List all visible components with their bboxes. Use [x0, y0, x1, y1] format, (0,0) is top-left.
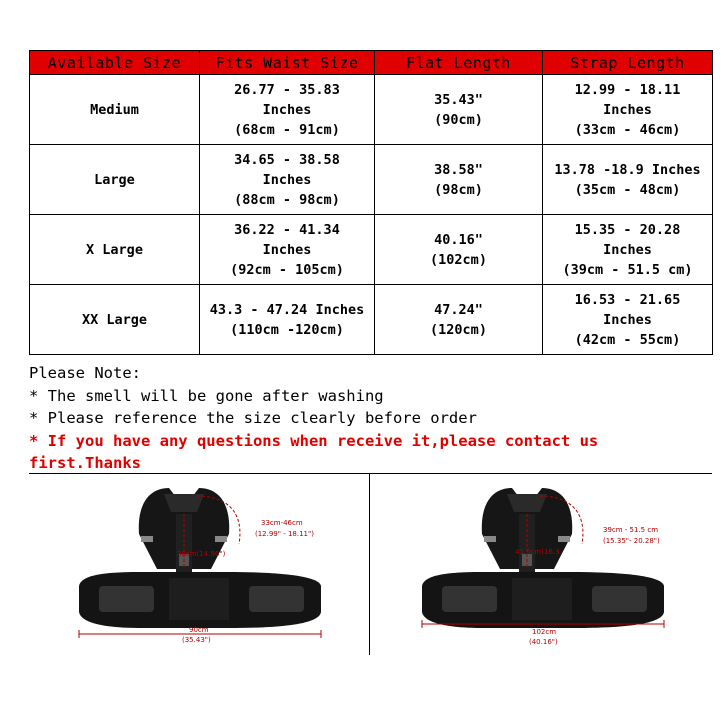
strap-inch-label: (12.99" - 18.11") — [255, 530, 314, 538]
flat-length-cell: 35.43" (90cm) — [375, 75, 543, 145]
posture-corrector-illustration — [29, 474, 369, 654]
note-contact-line-continued: first.Thanks — [29, 454, 141, 472]
notes-title: Please Note: — [29, 364, 141, 382]
size-cell: Large — [30, 145, 200, 215]
strap-length-cell: 12.99 - 18.11 Inches (33cm - 46cm) — [543, 75, 713, 145]
header-available-size: Available Size — [30, 51, 200, 75]
header-strap-length: Strap Length — [543, 51, 713, 75]
flat-cm-label: 90cm — [189, 626, 209, 634]
waist-cell: 26.77 - 35.83 Inches (68cm - 91cm) — [200, 75, 375, 145]
strap-inch-label: (15.35"- 20.28") — [603, 537, 660, 545]
strap-cm-label: 33cm-46cm — [261, 519, 303, 527]
size-chart-table — [29, 50, 713, 355]
side-length-label: 41.5cm(16.3 — [515, 548, 560, 556]
waist-cell: 34.65 - 38.58 Inches (88cm - 98cm) — [200, 145, 375, 215]
product-photo-medium — [29, 474, 369, 654]
side-length-label: 38cm(14.96") — [177, 550, 226, 558]
strap-length-cell: 13.78 -18.9 Inches (35cm - 48cm) — [543, 145, 713, 215]
posture-corrector-illustration — [370, 474, 710, 654]
table-row — [30, 75, 713, 145]
strap-length-cell: 16.53 - 21.65 Inches (42cm - 55cm) — [543, 285, 713, 355]
header-fits-waist-size: Fits Waist Size — [200, 51, 375, 75]
table-header-row — [30, 51, 713, 75]
notes-section — [29, 362, 719, 475]
table-row — [30, 145, 713, 215]
flat-inch-label: (40.16") — [529, 638, 558, 646]
waist-cell: 43.3 - 47.24 Inches (110cm -120cm) — [200, 285, 375, 355]
size-cell: XX Large — [30, 285, 200, 355]
flat-length-cell: 38.58" (98cm) — [375, 145, 543, 215]
size-cell: X Large — [30, 215, 200, 285]
flat-length-cell: 40.16" (102cm) — [375, 215, 543, 285]
table-row — [30, 215, 713, 285]
size-cell: Medium — [30, 75, 200, 145]
flat-cm-label: 102cm — [532, 628, 557, 636]
note-item: * Please reference the size clearly before order — [29, 409, 477, 427]
flat-length-cell: 47.24" (120cm) — [375, 285, 543, 355]
flat-inch-label: (35.43") — [182, 636, 211, 644]
strap-cm-label: 39cm - 51.5 cm — [603, 526, 659, 534]
waist-cell: 36.22 - 41.34 Inches (92cm - 105cm) — [200, 215, 375, 285]
note-contact-line: * If you have any questions when receive it,please contact us — [29, 431, 599, 450]
strap-length-cell: 15.35 - 20.28 Inches (39cm - 51.5 cm) — [543, 215, 713, 285]
product-photo-xlarge — [370, 474, 710, 654]
note-item: * The smell will be gone after washing — [29, 386, 384, 405]
header-flat-length: Flat Length — [375, 51, 543, 75]
table-row — [30, 285, 713, 355]
